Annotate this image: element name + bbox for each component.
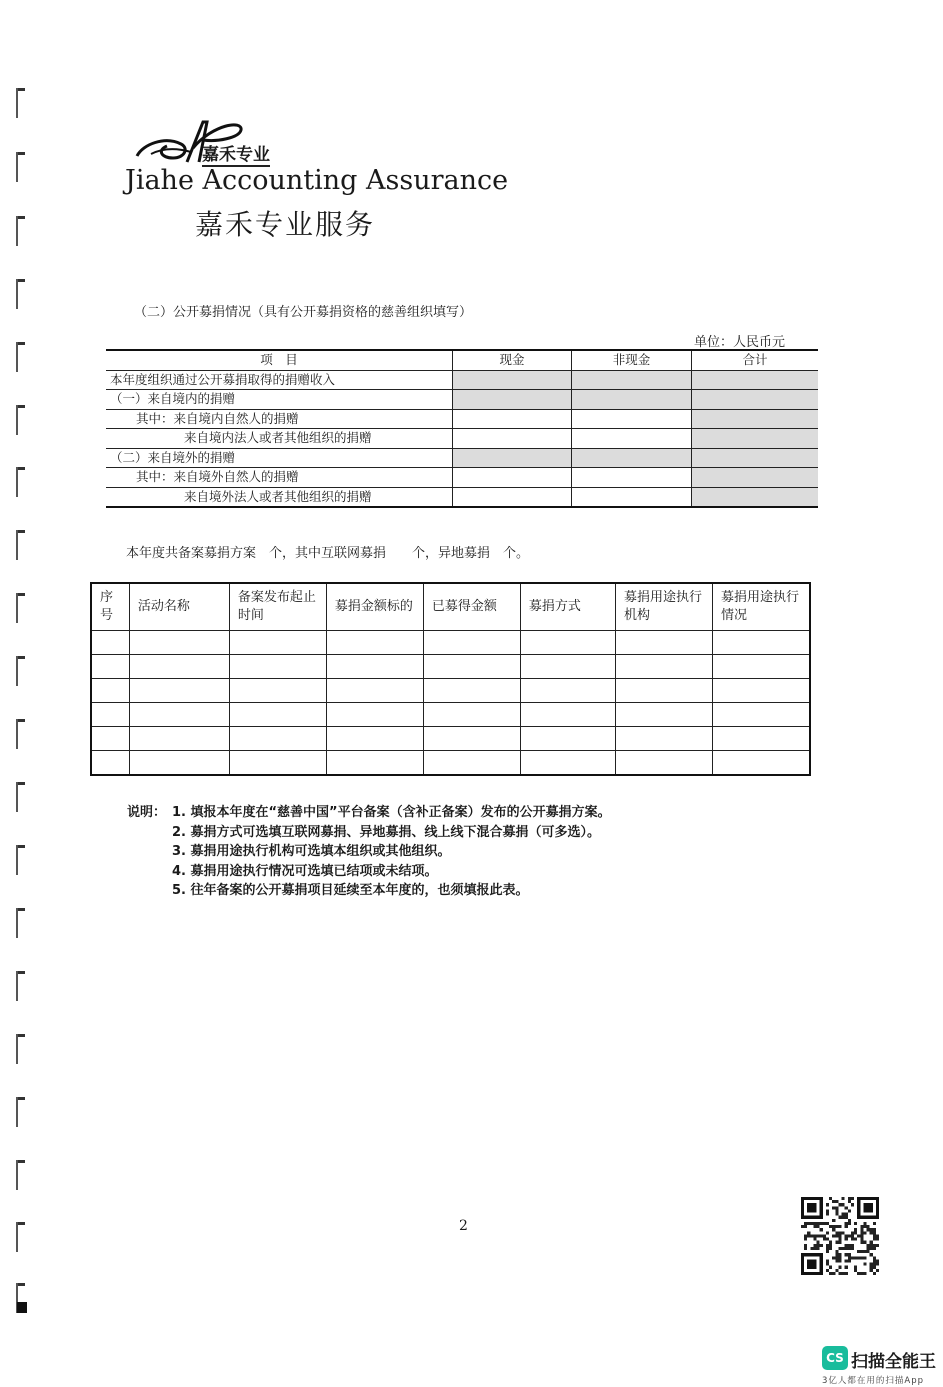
header-executing-org: 募捐用途执行机构 [615,583,712,631]
binding-mark [16,405,26,435]
plan-count-summary: 本年度共备案募捐方案 个，其中互联网募捐 个，异地募捐 个。 [126,546,530,561]
noncash-cell [572,390,692,410]
table-row [91,655,810,679]
total-cell [692,390,819,410]
donation-income-table [106,349,818,508]
row-label: 来自境外法人或者其他组织的捐赠 [106,487,453,507]
header-item: 项 目 [106,350,453,370]
total-cell [692,429,819,449]
scanner-app-name: 扫描全能王 [851,1352,936,1372]
total-cell [692,409,819,429]
table-row [91,631,810,655]
header-filing-period: 备案发布起止时间 [229,583,326,631]
binding-mark [16,845,26,875]
table-row [106,370,818,390]
note-line: 4. 募捐用途执行情况可选填已结项或未结项。 [172,863,438,879]
total-cell [692,448,819,468]
header-total: 合计 [692,350,819,370]
noncash-cell [572,409,692,429]
cash-cell [453,448,572,468]
row-label: 其中：来自境外自然人的捐赠 [106,468,453,488]
noncash-cell [572,487,692,507]
total-cell [692,487,819,507]
noncash-cell [572,370,692,390]
row-label: 来自境内法人或者其他组织的捐赠 [106,429,453,449]
qr-code-icon [801,1197,879,1275]
total-cell [692,468,819,488]
binding-mark [16,88,26,118]
header-activity-name: 活动名称 [129,583,229,631]
binding-end-block [17,1302,27,1313]
binding-mark [16,216,26,246]
row-label: 其中：来自境内自然人的捐赠 [106,409,453,429]
binding-mark [16,782,26,812]
company-name-en: Jiahe Accounting Assurance [125,165,509,196]
header-method: 募捐方式 [520,583,615,631]
binding-mark [16,530,26,560]
note-line: 2. 募捐方式可选填互联网募捐、异地募捐、线上线下混合募捐（可多选）。 [172,824,601,840]
binding-mark [16,593,26,623]
currency-unit: 单位：人民币元 [694,335,786,350]
header-noncash: 非现金 [572,350,692,370]
cash-cell [453,390,572,410]
section-title: （二）公开募捐情况（具有公开募捐资格的慈善组织填写） [134,305,473,320]
binding-mark [16,719,26,749]
binding-mark [16,1222,26,1252]
header-target-amount: 募捐金额标的 [326,583,423,631]
fundraising-plan-table [90,582,811,776]
binding-mark [16,1160,26,1190]
header-cash: 现金 [453,350,572,370]
row-label: （二）来自境外的捐赠 [106,448,453,468]
header-serial: 序号 [91,583,129,631]
scanner-app-icon: CS [822,1346,848,1370]
table-row [106,468,818,488]
binding-mark [16,656,26,686]
scanner-slogan: 3亿人都在用的扫描App [822,1376,925,1386]
binding-mark [16,152,26,182]
binding-mark [16,1034,26,1064]
page-number: 2 [459,1218,468,1234]
note-line: 3. 募捐用途执行机构可选填本组织或其他组织。 [172,844,451,859]
noncash-cell [572,448,692,468]
table-header-row [91,583,810,631]
table-row [106,390,818,410]
table-row [106,429,818,449]
binding-mark [16,1097,26,1127]
table-row [106,448,818,468]
table-header-row [106,350,818,370]
company-name-cn: 嘉禾专业服务 [195,208,376,241]
logo-text: 嘉禾专业 [202,140,270,167]
cash-cell [453,468,572,488]
cash-cell [453,409,572,429]
note-line: 1. 填报本年度在“慈善中国”平台备案（含补正备案）发布的公开募捐方案。 [172,805,611,820]
total-cell [692,370,819,390]
binding-mark [16,971,26,1001]
binding-mark [16,908,26,938]
header-raised-amount: 已募得金额 [423,583,520,631]
table-row [91,727,810,751]
notes-label: 说明： [127,805,167,820]
binding-mark [16,342,26,372]
noncash-cell [572,468,692,488]
table-row [91,703,810,727]
noncash-cell [572,429,692,449]
binding-mark [16,279,26,309]
table-row [106,409,818,429]
cash-cell [453,429,572,449]
binding-mark [16,467,26,497]
cash-cell [453,370,572,390]
table-row [106,487,818,507]
table-row [91,751,810,776]
table-row [91,679,810,703]
header-execution-status: 募捐用途执行情况 [712,583,810,631]
cash-cell [453,487,572,507]
row-label: 本年度组织通过公开募捐取得的捐赠收入 [106,370,453,390]
row-label: （一）来自境内的捐赠 [106,390,453,410]
note-line: 5. 往年备案的公开募捐项目延续至本年度的，也须填报此表。 [172,883,529,898]
notes-block [127,803,611,901]
